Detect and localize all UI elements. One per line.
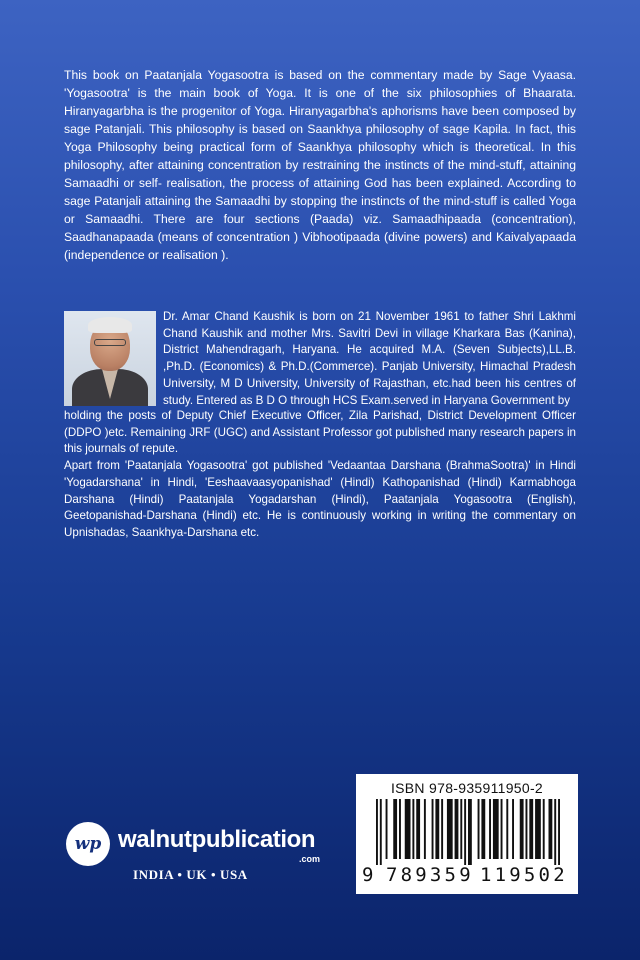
barcode-bar [506,799,508,859]
publisher-name: walnutpublication [118,826,316,853]
barcode-bar [405,799,411,859]
author-bio [64,408,576,542]
publisher-logo-icon: wp [66,822,110,866]
barcode-bar [447,799,453,859]
barcode-bar [526,799,528,859]
publisher-regions: INDIA • UK • USA [133,867,248,882]
barcode-bar [493,799,499,859]
barcode-bar [380,799,382,865]
barcode-bar [455,799,459,859]
barcode-bar [460,799,462,859]
barcode-bar [529,799,533,859]
barcode-bar [535,799,541,859]
barcode-bar [512,799,514,859]
barcode-bar [478,799,480,859]
barcode-bar [399,799,401,859]
barcode-bar [432,799,434,859]
barcode-bar [558,799,560,865]
barcode-bars [376,799,560,865]
isbn-barcode [356,774,578,894]
barcode-bar [412,799,414,859]
barcode-bar [554,799,556,865]
barcode-digit-prefix: 9 [362,864,374,886]
barcode-bar [468,799,472,865]
barcode-bar [520,799,524,859]
barcode-digits-left: 789359 [386,864,474,886]
barcode-bar [435,799,439,859]
barcode-bar [549,799,553,859]
author-published-works: Apart from 'Paatanjala Yogasootra' got published 'Vedaantaa Darshana (BrahmaSootra)' in Hindi 'Yogadarshana' in Hindi, 'Eeshaavaasyopanishad' (Hindi) Kathopanishad (Hindi) Karmabhoga Darshana (Hindi) Paatanjala Yogadarshan (Hindi), Paatanjala Yogasootra (English), Geetopanishad-Darshana (Hindi) etc. He is continuously working in writing the commentary on Upnishadas, Saankhya-Darshana etc. [64,459,576,539]
barcode-bar [393,799,397,859]
barcode-bar [416,799,420,859]
barcode-digits-right: 119502 [480,864,568,886]
author-bio-continued: holding the posts of Deputy Chief Executive Officer, Zila Parishad, District Development Officer (DDPO )etc. Remaining JRF (UGC) and Assistant Professor got published many research papers in this journals of repute. [64,409,576,456]
barcode-bar [481,799,485,859]
isbn-label: ISBN 978-935911950-2 [390,780,544,796]
barcode-bar [501,799,503,859]
barcode-bar [441,799,443,859]
author-bio-beside-photo: Dr. Amar Chand Kaushik is born on 21 November 1961 to father Shri Lakhmi Chand Kaushik and mother Mrs. Savitri Devi in village Kharkara Bas (Kanina), District Mahendragarh, Haryana. He acquired M.A. (Seven Subjects),LL.B. ,Ph.D. (Economics) & Ph.D.(Commerce). Panjab University, Himachal Pradesh University, M D University, University of Rajasthan, etc.had been his centres of study. Entered as B D O through HCS Exam.served in Haryana Government by [163,310,576,407]
publisher-domain-suffix: .com [299,854,321,864]
publisher-logo [66,822,366,872]
barcode-bar [489,799,491,859]
barcode-bar [464,799,466,865]
back-cover-blurb: This book on Paatanjala Yogasootra is based on the commentary made by Sage Vyaasa. 'Yogasootra' is the main book of Yoga. It is one of the six philosophies of Bhaarata. Hiranyagarbha is the progenitor of Yoga. Hiranyagarbha's aphorisms have been composed by sage Patanjali. This philosophy is based on Saankhya philosophy of sage Kapila. In fact, this Yoga Philosophy being practical form of Saankhya philosophy which is theoretical. In this philosophy, after attaining concentration by restraining the instincts of the mind-stuff, attaining Samaadhi or self- realisation, the process of attaining God has been explained. According to sage Patanjali attaining the Samaadhi by stopping the instincts of the mind-stuff is called Yoga or Samaadhi. There are four sections (Paada) viz. Samaadhipaada (concentration), Saadhanapaada (means of concentration ) Vibhootipaada (divine powers) and Kaivalyapaada (independence or realisation ). [64,68,576,262]
barcode-bar [376,799,378,865]
barcode-bar [543,799,545,859]
barcode-bar [424,799,426,859]
author-photo [64,311,156,406]
barcode-bar [386,799,388,859]
